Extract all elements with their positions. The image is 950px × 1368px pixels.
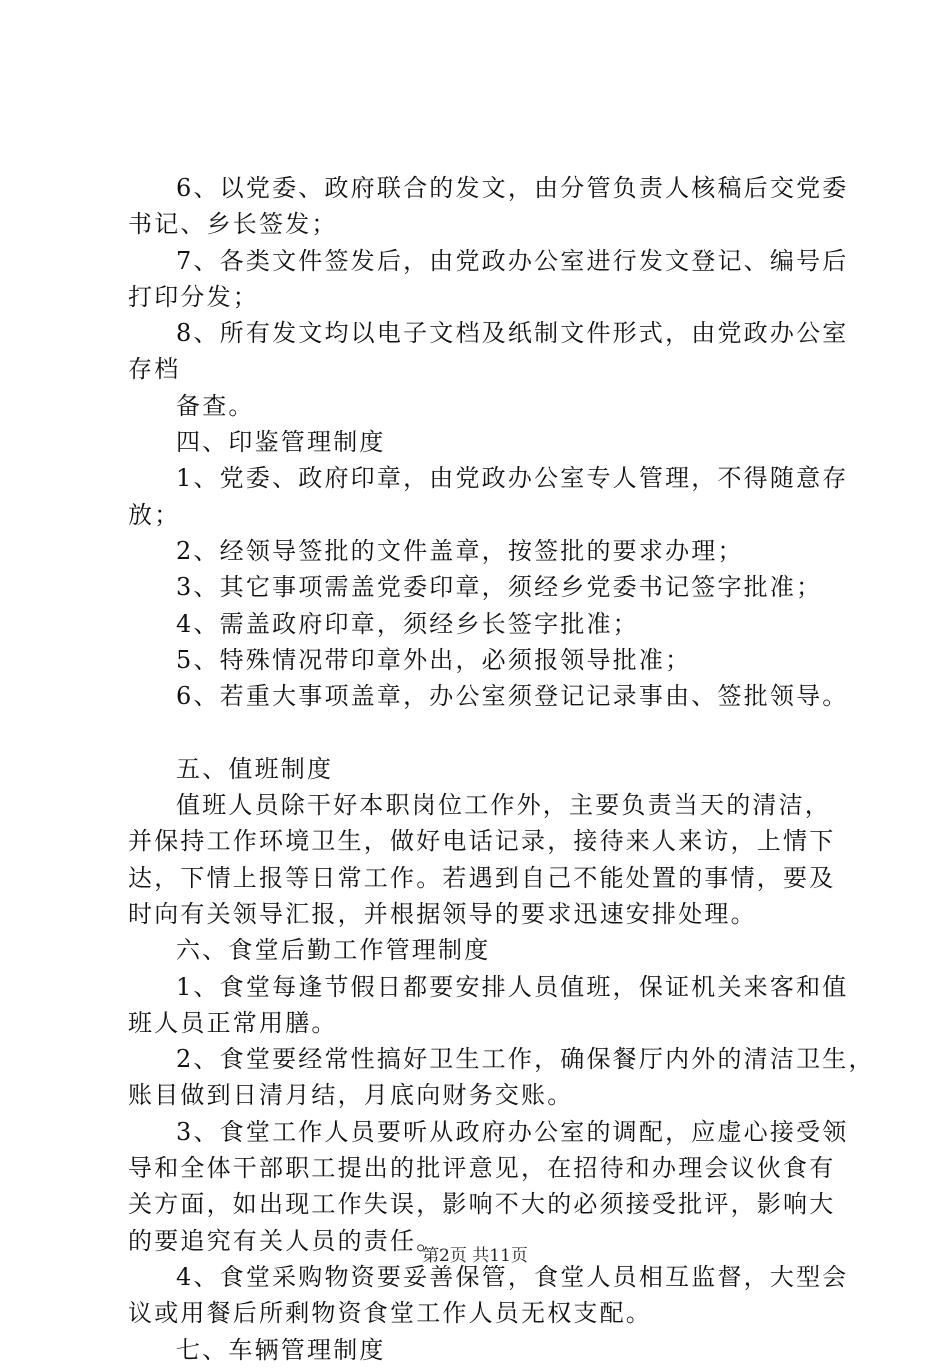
paragraph-line: 班人员正常用膳。	[128, 1008, 338, 1037]
paragraph-line: 关方面，如出现工作失误，影响不大的必须接受批评，影响大	[128, 1190, 836, 1219]
paragraph-line: 1、食堂每逢节假日都要安排人员值班，保证机关来客和值	[176, 972, 849, 1001]
paragraph-line: 6、以党委、政府联合的发文，由分管负责人核稿后交党委	[176, 174, 849, 202]
paragraph-line: 3、食堂工作人员要听从政府办公室的调配，应虚心接受领	[176, 1117, 849, 1146]
paragraph-line: 并保持工作环境卫生，做好电话记录，接待来人来访，上情下	[128, 827, 836, 856]
paragraph-line: 3、其它事项需盖党委印章，须经乡党委书记签字批准；	[176, 573, 823, 602]
paragraph-line: 时向有关领导汇报，并根据领导的要求迅速安排处理。	[128, 899, 757, 928]
blank-line	[128, 714, 840, 750]
paragraph-line: 6、若重大事项盖章，办公室须登记记录事由、签批领导。	[176, 682, 849, 711]
section-heading: 六、食堂后勤工作管理制度	[176, 936, 491, 965]
paragraph-line: 值班人员除干好本职岗位工作外，主要负责当天的清洁，	[176, 791, 831, 820]
paragraph-line: 备查。	[176, 391, 255, 420]
paragraph-line: 的要追究有关人员的责任。	[128, 1226, 443, 1255]
paragraph-line: 存档	[128, 355, 181, 384]
paragraph-line: 5、特殊情况带印章外出，必须报领导批准；	[176, 645, 692, 674]
document-body	[128, 170, 875, 1368]
paragraph-line: 1、党委、政府印章，由党政办公室专人管理，不得随意存	[176, 464, 849, 493]
paragraph-line: 议或用餐后所剩物资食堂工作人员无权支配。	[128, 1299, 652, 1328]
paragraph-line: 打印分发；	[128, 282, 259, 311]
page-number-footer: 第2页 共11页	[422, 1246, 528, 1266]
section-heading: 四、印鉴管理制度	[176, 428, 386, 457]
paragraph-line: 导和全体干部职工提出的批评意见，在招待和办理会议伙食有	[128, 1154, 836, 1183]
paragraph-line: 2、经领导签批的文件盖章，按签批的要求办理；	[176, 536, 744, 565]
paragraph-line: 达，下情上报等日常工作。若遇到自己不能处置的事情，要及	[128, 863, 836, 892]
paragraph-line: 放；	[128, 500, 181, 529]
paragraph-line: 4、食堂采购物资要妥善保管，食堂人员相互监督，大型会	[176, 1262, 849, 1291]
section-heading: 五、值班制度	[176, 754, 334, 783]
paragraph-line: 8、所有发文均以电子文档及纸制文件形式，由党政办公室	[176, 319, 849, 348]
paragraph-line: 4、需盖政府印章，须经乡长签字批准；	[176, 609, 639, 638]
paragraph-line: 2、食堂要经常性搞好卫生工作，确保餐厅内外的清洁卫生，	[176, 1045, 875, 1074]
paragraph-line: 账目做到日清月结，月底向财务交账。	[128, 1081, 574, 1110]
section-heading: 七、车辆管理制度	[176, 1335, 386, 1364]
paragraph-line: 书记、乡长签发；	[128, 210, 338, 239]
paragraph-line: 7、各类文件签发后，由党政办公室进行发文登记、编号后	[176, 246, 849, 275]
